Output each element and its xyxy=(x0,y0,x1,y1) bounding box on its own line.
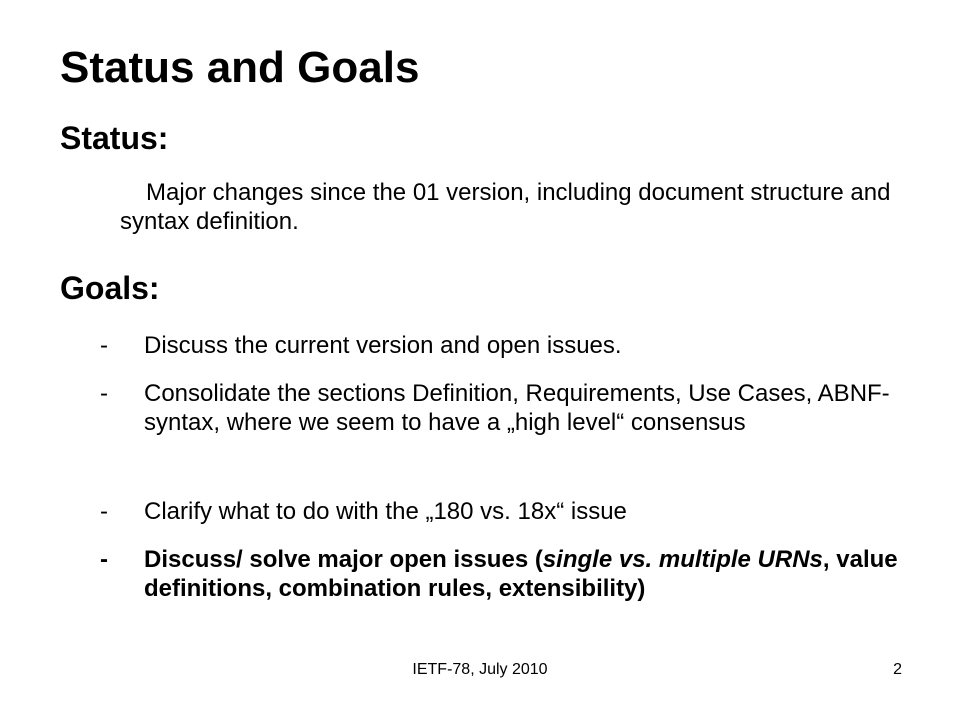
goal-bullet: - xyxy=(100,498,108,525)
goal-bullet: - xyxy=(100,546,108,573)
goal-bullet: - xyxy=(100,380,108,407)
goal-bullet: - xyxy=(100,332,108,359)
status-text: Major changes since the 01 version, including document structure and syntax definition. xyxy=(120,179,891,235)
goal-text xyxy=(144,545,904,603)
goals-heading: Goals: xyxy=(60,270,160,306)
goal-text-part: , value definitions, combination rules, extensibility) xyxy=(144,546,898,602)
goal-text: Discuss the current version and open issues. xyxy=(144,332,622,359)
status-heading: Status: xyxy=(60,120,169,156)
footer-text: IETF-78, July 2010 xyxy=(412,661,548,678)
slide-title: Status and Goals xyxy=(60,43,420,92)
goal-text-italic: single vs. multiple URNs xyxy=(542,546,823,573)
goal-text-part: Discuss/ solve major open issues ( xyxy=(144,546,543,573)
goal-text: Consolidate the sections Definition, Requirements, Use Cases, ABNF-syntax, where we seem to have a „high level“ consensus xyxy=(144,380,890,436)
page-number: 2 xyxy=(893,661,902,678)
goal-text: Clarify what to do with the „180 vs. 18x“ issue xyxy=(144,498,627,525)
